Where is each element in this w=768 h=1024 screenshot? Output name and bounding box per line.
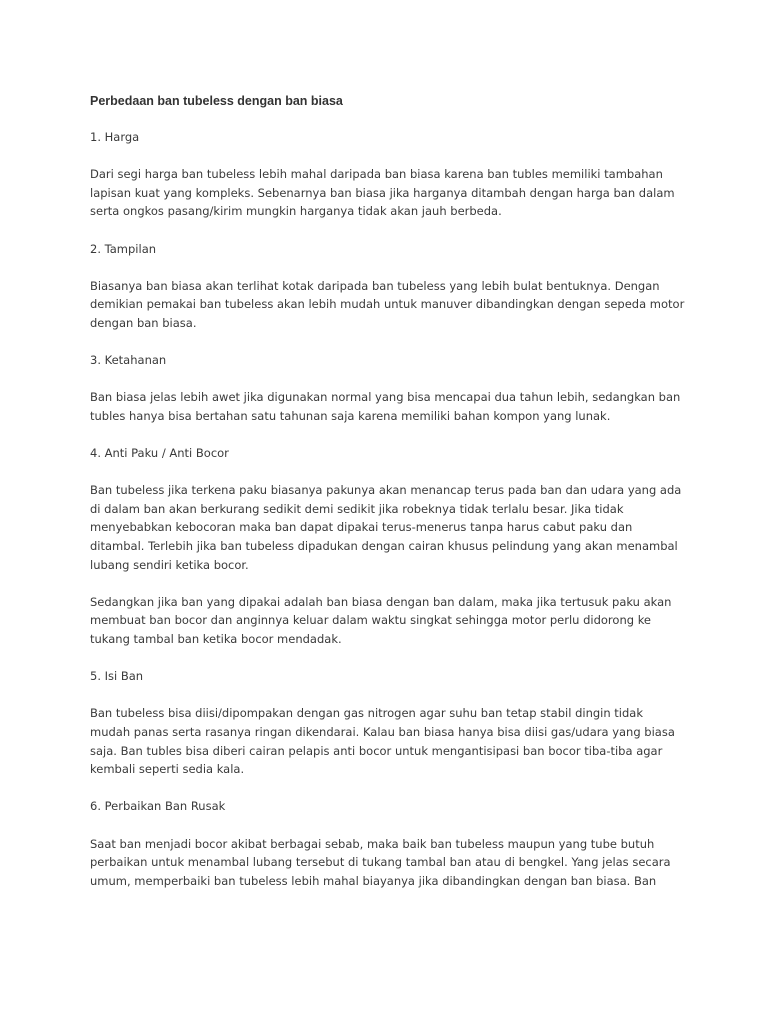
text-line: kembali seperti sedia kala. <box>90 762 245 777</box>
text-line: di dalam ban akan berkurang sedikit demi sedikit jika robeknya tidak terlalu besar. Jika tidak <box>90 501 624 516</box>
section-heading <box>90 444 680 463</box>
text-line: Ban tubeless bisa diisi/dipompakan dengan gas nitrogen agar suhu ban tetap stabil dingin tidak <box>90 706 644 721</box>
text-line: Saat ban menjadi bocor akibat berbagai sebab, maka baik ban tubeless maupun yang tube butuh <box>90 836 655 851</box>
text-line: dengan ban biasa. <box>90 315 197 330</box>
paragraph <box>90 704 680 778</box>
text-line: serta ongkos pasang/kirim mungkin harganya tidak akan jauh berbeda. <box>90 204 502 219</box>
text-line: membuat ban bocor dan anginnya keluar dalam waktu singkat sehingga motor perlu didorong ke <box>90 613 652 628</box>
section-heading <box>90 667 680 686</box>
text-line: menyebabkan kebocoran maka ban dapat dipakai terus-menerus tanpa harus cabut paku dan <box>90 520 633 535</box>
text-line: 4. Anti Paku / Anti Bocor <box>90 446 229 461</box>
paragraph <box>90 388 680 425</box>
text-line: ditambal. Terlebih jika ban tubeless dipadukan dengan cairan khusus pelindung yang akan menambal <box>90 539 678 554</box>
section-heading <box>90 128 680 147</box>
text-line: 6. Perbaikan Ban Rusak <box>90 799 226 814</box>
paragraph <box>90 835 680 891</box>
text-line: Dari segi harga ban tubeless lebih mahal daripada ban biasa karena ban tubles memiliki tambahan <box>90 167 663 182</box>
text-line: saja. Ban tubles bisa diberi cairan pelapis anti bocor untuk mengantisipasi ban bocor tiba-tiba agar <box>90 743 663 758</box>
text-line: Ban biasa jelas lebih awet jika digunakan normal yang bisa mencapai dua tahun lebih, sedangkan ban <box>90 390 681 405</box>
document-body <box>90 92 685 909</box>
text-line: perbaikan untuk menambal lubang tersebut di tukang tambal ban atau di bengkel. Yang jelas secara <box>90 855 671 870</box>
text-line: lapisan kuat yang kompleks. Sebenarnya ban biasa jika harganya ditambah dengan harga ban dalam <box>90 185 675 200</box>
text-line: tubles hanya bisa bertahan satu tahunan saja karena memiliki bahan kompon yang lunak. <box>90 408 611 423</box>
text-line: Sedangkan jika ban yang dipakai adalah ban biasa dengan ban dalam, maka jika tertusuk paku akan <box>90 594 672 609</box>
text-line: tukang tambal ban ketika bocor mendadak. <box>90 632 342 647</box>
paragraph <box>90 277 685 333</box>
paragraph <box>90 593 680 649</box>
text-line: 5. Isi Ban <box>90 669 144 684</box>
section-heading <box>90 240 680 259</box>
document-title: Perbedaan ban tubeless dengan ban biasa <box>90 94 343 108</box>
text-line: Ban tubeless jika terkena paku biasanya pakunya akan menancap terus pada ban dan udara yang ada <box>90 483 682 498</box>
document-content <box>90 128 685 890</box>
paragraph <box>90 165 680 221</box>
text-line: demikian pemakai ban tubeless akan lebih mudah untuk manuver dibandingkan dengan sepeda motor <box>90 297 685 312</box>
section-heading <box>90 351 680 370</box>
text-line: 3. Ketahanan <box>90 353 167 368</box>
text-line: 2. Tampilan <box>90 241 157 256</box>
section-heading <box>90 797 680 816</box>
paragraph <box>90 481 680 574</box>
text-line: mudah panas serta rasanya ringan dikendarai. Kalau ban biasa hanya bisa diisi gas/udara yang biasa <box>90 725 675 739</box>
text-line: 1. Harga <box>90 130 140 144</box>
text-line: Biasanya ban biasa akan terlihat kotak daripada ban tubeless yang lebih bulat bentuknya. Dengan <box>90 278 660 293</box>
text-line: umum, memperbaiki ban tubeless lebih mahal biayanya jika dibandingkan dengan ban biasa. Ban <box>90 873 657 888</box>
text-line: lubang sendiri ketika bocor. <box>90 557 249 572</box>
